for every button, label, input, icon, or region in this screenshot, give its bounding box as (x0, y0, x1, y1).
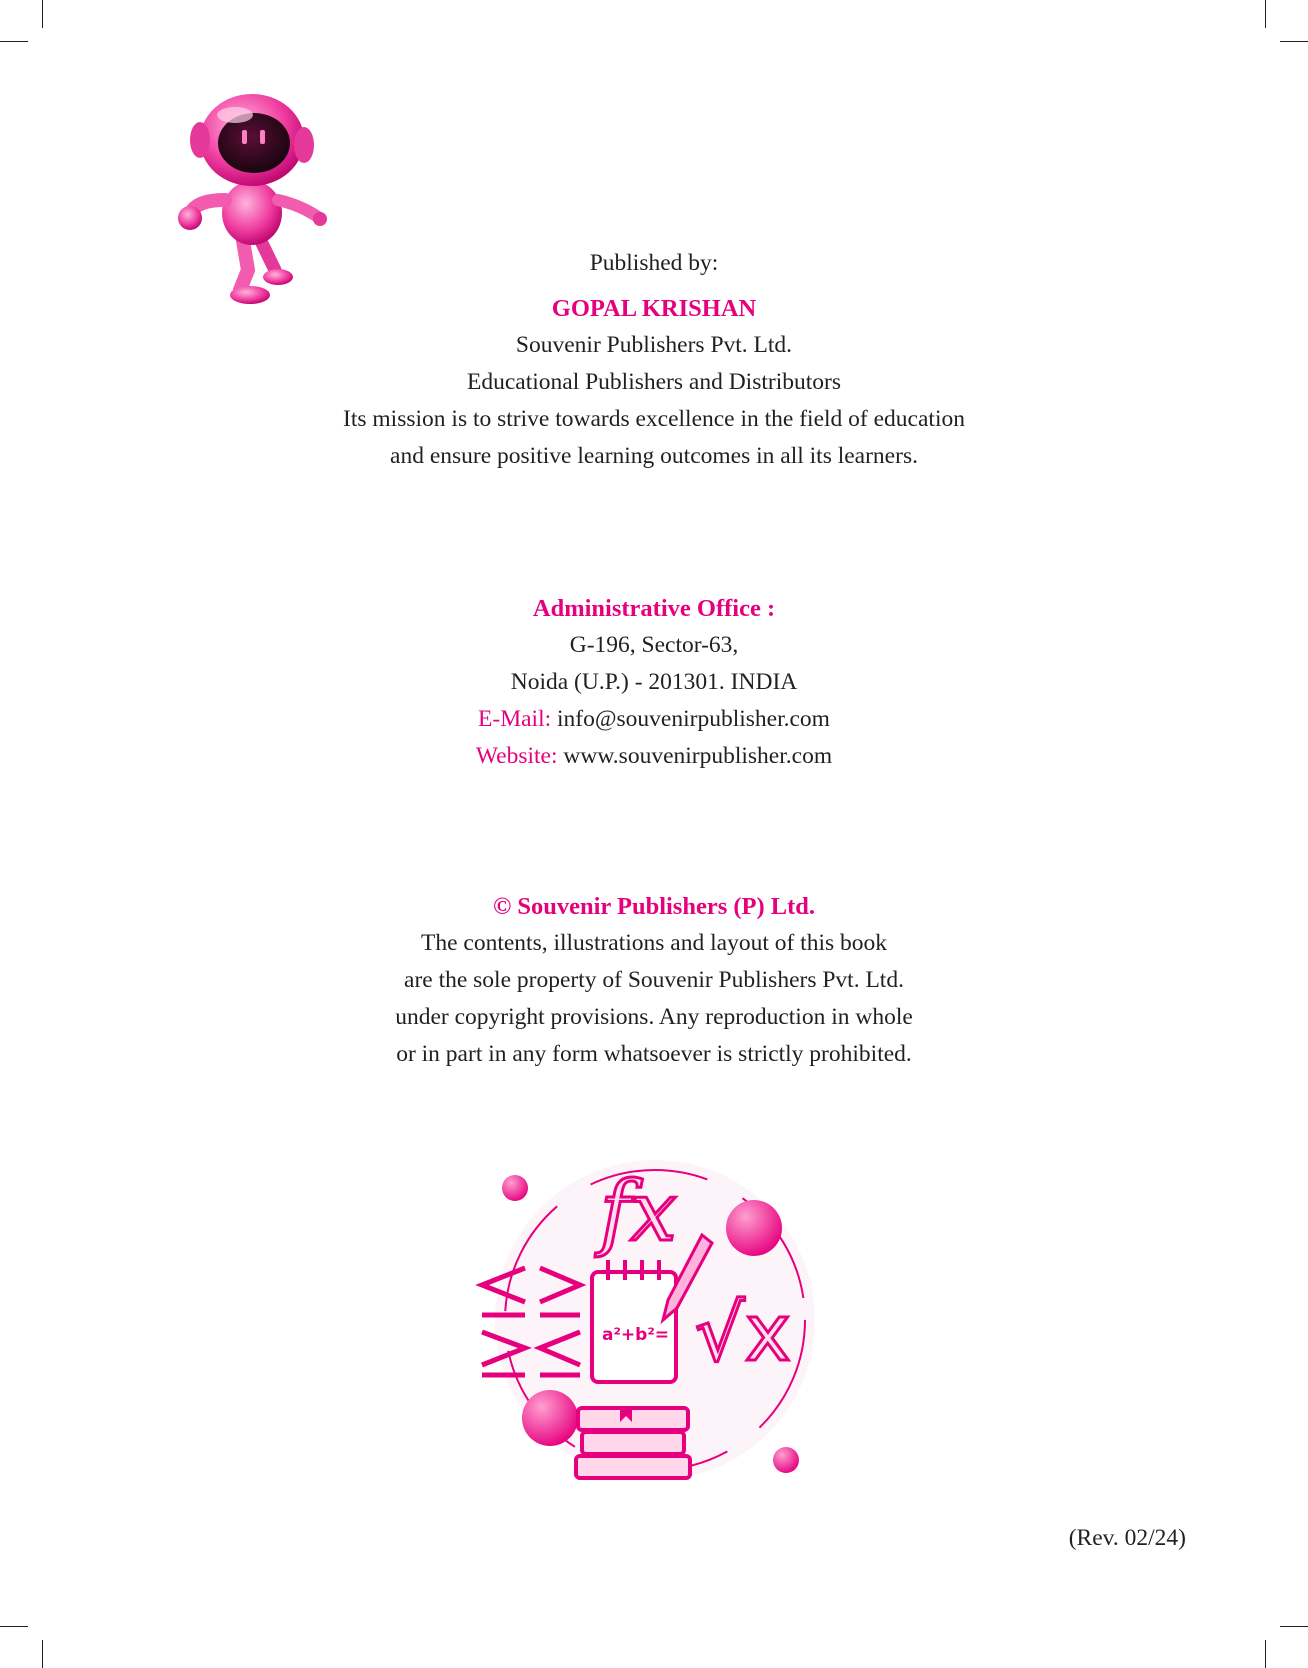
books-icon (576, 1408, 690, 1478)
office-heading: Administrative Office : (532, 595, 776, 622)
revision-label: (Rev. 02/24) (1068, 1525, 1186, 1551)
sqrt-icon: √x (695, 1289, 791, 1379)
crop-mark (0, 41, 28, 42)
crop-mark (1280, 41, 1308, 42)
crop-mark (1280, 1626, 1308, 1627)
formula-text: a²+b²= (602, 1325, 670, 1345)
website-link[interactable]: www.souvenirpublisher.com (563, 743, 833, 769)
company-name: Souvenir Publishers Pvt. Ltd. (515, 332, 793, 358)
crop-mark (1265, 0, 1266, 28)
crop-mark (0, 1626, 28, 1627)
copyright-section (0, 888, 1308, 1073)
math-emblem-illustration (470, 1140, 840, 1500)
email-label: E-Mail: (478, 706, 552, 732)
office-section (0, 590, 1308, 775)
mission-line: Its mission is to strive towards excellence in the field of education (343, 406, 965, 432)
publisher-name: GOPAL KRISHAN (551, 295, 757, 322)
crop-mark (42, 0, 43, 28)
company-tagline: Educational Publishers and Distributors (467, 369, 841, 395)
crop-mark (42, 1640, 43, 1668)
ball-icon (773, 1447, 799, 1473)
website-row (0, 738, 1308, 775)
published-by-label: Published by: (589, 250, 719, 276)
ball-icon (502, 1175, 528, 1201)
copyright-line: under copyright provisions. Any reproduction in whole (395, 1004, 913, 1030)
copyright-heading: © Souvenir Publishers (P) Ltd. (492, 893, 816, 920)
copyright-line: are the sole property of Souvenir Publishers Pvt. Ltd. (404, 967, 904, 993)
ball-icon (726, 1200, 782, 1256)
ball-icon (522, 1390, 578, 1446)
address-line: Noida (U.P.) - 201301. INDIA (510, 669, 798, 695)
website-label: Website: (475, 743, 558, 769)
address-line: G-196, Sector-63, (569, 632, 739, 658)
copyright-line: or in part in any form whatsoever is strictly prohibited. (396, 1041, 912, 1067)
copyright-line: The contents, illustrations and layout of this book (420, 930, 888, 956)
email-row (0, 701, 1308, 738)
email-link[interactable]: info@souvenirpublisher.com (557, 706, 830, 732)
publisher-section (0, 245, 1308, 475)
crop-mark (1265, 1640, 1266, 1668)
mission-line: and ensure positive learning outcomes in all its learners. (390, 443, 918, 469)
fx-icon: fx (600, 1165, 677, 1260)
